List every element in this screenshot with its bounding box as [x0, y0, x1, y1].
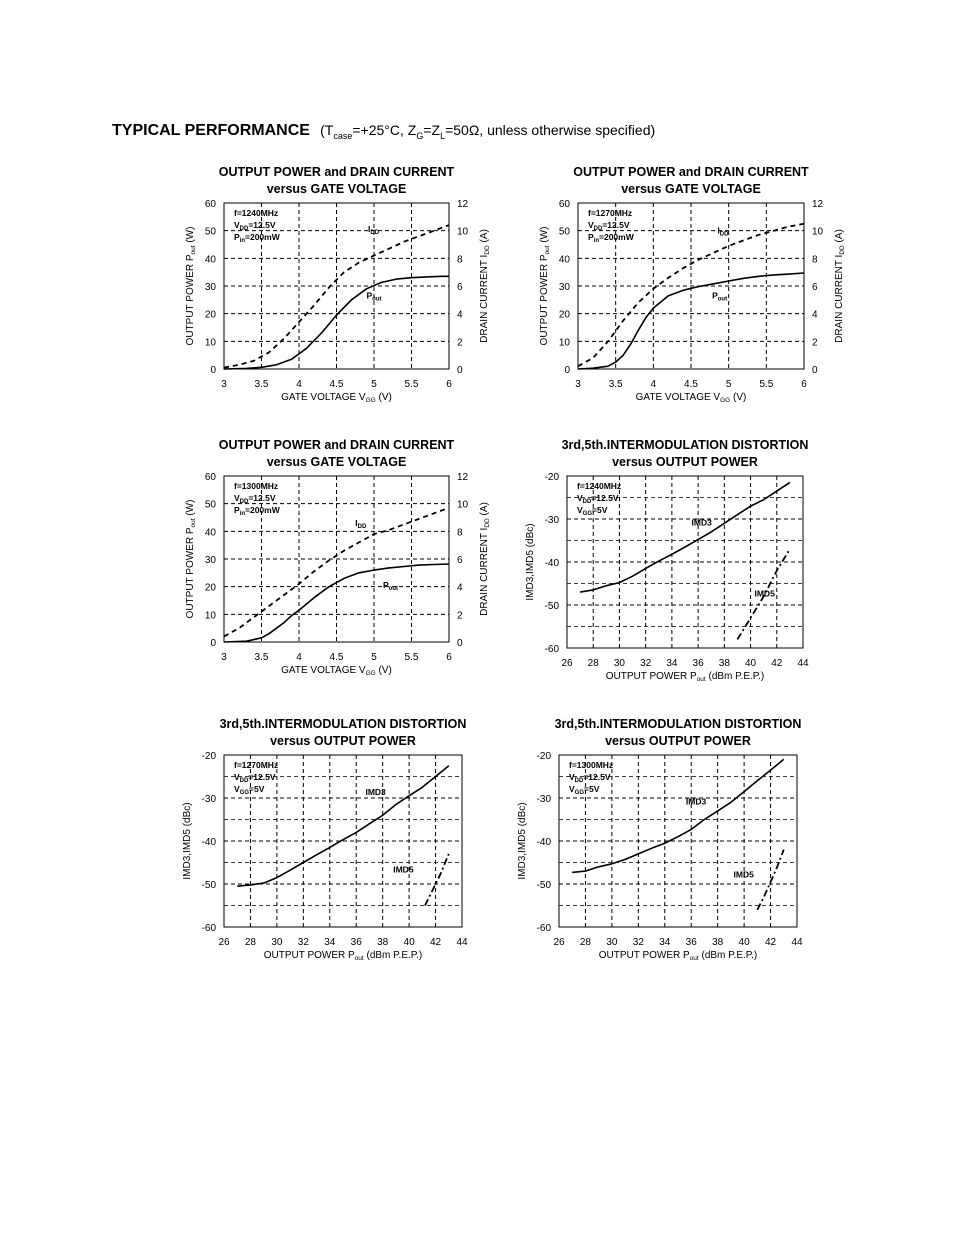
x-tick-label: 44	[791, 937, 803, 948]
x-tick-label: 6	[446, 652, 452, 663]
y-tick-label: -60	[544, 644, 559, 655]
x-tick-label: 4	[296, 652, 302, 663]
condition-label: $P_{in}=200mW$	[234, 232, 280, 244]
x-axis-label: GATE VOLTAGE $V_{GG}$ (V)	[281, 665, 392, 677]
x-tick-label: 30	[606, 937, 618, 948]
y-tick-label: -50	[201, 880, 216, 891]
y-axis-label: OUTPUT POWER $P_{out}$ (W)	[185, 226, 197, 346]
condition-label: $V_{GG}=5V$	[234, 784, 265, 796]
condition-label: $P_{in}=200mW$	[588, 232, 634, 244]
x-tick-label: 38	[712, 937, 724, 948]
condition-label: f=1240MHz	[577, 481, 622, 491]
y-tick-label: -30	[544, 515, 559, 526]
y-axis-label: IMD3,IMD5 (dBc)	[525, 523, 536, 601]
condition-label: $V_{DD}=12.5V$	[234, 493, 276, 505]
condition-label: $V_{DD}=12.5V$	[234, 220, 276, 232]
series-label-imd5: IMD5	[754, 588, 775, 599]
series-label-idd: $I_{DD}$	[355, 517, 367, 530]
series-line-imd5	[757, 850, 784, 910]
y-tick-label: -60	[201, 923, 216, 934]
y-tick-label: 0	[210, 638, 216, 649]
x-tick-label: 26	[561, 658, 573, 669]
x-tick-label: 28	[579, 937, 592, 948]
condition-label: f=1270MHz	[588, 208, 633, 218]
x-tick-label: 3	[221, 379, 227, 390]
condition-label: $V_{DD}=12.5V$	[234, 772, 276, 784]
y-tick-label: -30	[536, 794, 551, 805]
x-tick-label: 5	[371, 379, 377, 390]
x-axis-label: OUTPUT POWER $P_{out}$ (dBm P.E.P.)	[263, 950, 423, 962]
series-label-imd3: IMD3	[365, 786, 386, 797]
series-label-pout: $P_{out}$	[712, 290, 728, 303]
y-tick-label: 10	[204, 610, 216, 622]
x-tick-label: 4.5	[684, 379, 698, 390]
chart-title: 3rd,5th.INTERMODULATION DISTORTION	[554, 717, 802, 731]
chart-subtitle: versus OUTPUT POWER	[612, 455, 758, 469]
y-tick-label: -40	[201, 837, 216, 848]
y-axis-label: OUTPUT POWER $P_{out}$ (W)	[185, 499, 197, 619]
x-tick-label: 28	[587, 658, 599, 669]
x-tick-label: 3.5	[254, 379, 269, 390]
x-axis-label: OUTPUT POWER $P_{out}$ (dBm P.E.P.)	[598, 950, 758, 962]
y2-tick-label: 0	[457, 365, 463, 376]
y-tick-label: 30	[204, 282, 216, 293]
y-tick-label: -60	[536, 923, 551, 934]
x-tick-label: 40	[744, 658, 757, 669]
x-tick-label: 36	[692, 658, 704, 669]
series-label-imd3: IMD3	[685, 796, 707, 807]
x-tick-label: 42	[764, 937, 777, 948]
x-tick-label: 34	[666, 658, 678, 669]
y2-tick-label: 2	[457, 337, 463, 349]
x-tick-label: 5	[371, 652, 377, 663]
series-label-idd: $I_{DD}$	[717, 225, 729, 238]
x-axis-label: GATE VOLTAGE $V_{GG}$ (V)	[281, 392, 392, 404]
x-tick-label: 44	[797, 658, 809, 669]
y-tick-label: 20	[558, 309, 570, 321]
chart-title: 3rd,5th.INTERMODULATION DISTORTION	[219, 717, 467, 731]
x-tick-label: 5	[725, 379, 732, 390]
x-tick-label: 4	[650, 379, 657, 390]
x-tick-label: 26	[553, 937, 565, 948]
chart-title: OUTPUT POWER and DRAIN CURRENT	[218, 165, 455, 179]
y-tick-label: 40	[204, 527, 216, 539]
y-tick-label: 50	[204, 226, 216, 238]
condition-label: $V_{DD}=12.5V$	[569, 772, 611, 784]
y2-tick-label: 12	[457, 199, 469, 210]
chart-imd-1270	[180, 709, 480, 967]
chart-subtitle: versus OUTPUT POWER	[270, 734, 416, 748]
x-tick-label: 40	[403, 937, 415, 948]
x-tick-label: 36	[685, 937, 697, 948]
y-tick-label: 20	[204, 582, 216, 594]
condition-label: $V_{DD}=12.5V$	[588, 220, 630, 232]
y-axis-label: IMD3,IMD5 (dBc)	[517, 802, 528, 880]
y-tick-label: 60	[204, 472, 216, 483]
x-tick-label: 44	[456, 937, 468, 948]
condition-label: $V_{GG}=5V$	[569, 784, 600, 796]
page-title	[112, 122, 655, 141]
x-tick-label: 36	[350, 937, 362, 948]
x-tick-label: 4.5	[329, 379, 344, 390]
y2-axis-label: DRAIN CURRENT $I_{DD}$ (A)	[834, 229, 846, 343]
series-line-imd5	[425, 854, 449, 906]
y2-tick-label: 4	[457, 582, 463, 594]
x-tick-label: 3	[221, 652, 227, 663]
y2-tick-label: 6	[457, 282, 463, 293]
y2-tick-label: 0	[457, 638, 463, 649]
x-tick-label: 34	[324, 937, 336, 948]
condition-label: f=1270MHz	[234, 760, 279, 770]
chart-svg	[180, 436, 491, 681]
y-tick-label: 50	[204, 499, 216, 511]
x-tick-label: 34	[659, 937, 671, 948]
y2-tick-label: 4	[457, 309, 463, 321]
y-tick-label: -20	[201, 751, 216, 762]
x-tick-label: 3	[575, 379, 581, 390]
chart-pout-idd-1240	[180, 163, 491, 408]
y2-tick-label: 4	[812, 309, 818, 321]
chart-title: OUTPUT POWER and DRAIN CURRENT	[573, 165, 809, 179]
x-tick-label: 32	[632, 937, 644, 948]
x-tick-label: 6	[446, 379, 452, 390]
chart-title: OUTPUT POWER and DRAIN CURRENT	[218, 438, 455, 452]
y-tick-label: -40	[544, 558, 559, 569]
y-tick-label: -50	[536, 880, 551, 891]
series-line-imd3	[237, 766, 449, 886]
x-axis-label: OUTPUT POWER $P_{out}$ (dBm P.E.P.)	[605, 671, 765, 683]
y-tick-label: 40	[204, 254, 216, 266]
x-tick-label: 42	[771, 658, 783, 669]
series-label-imd5: IMD5	[393, 864, 414, 875]
x-tick-label: 42	[429, 937, 442, 948]
chart-subtitle: versus OUTPUT POWER	[605, 734, 751, 748]
y2-tick-label: 0	[812, 365, 818, 376]
chart-svg	[515, 709, 815, 967]
y2-tick-label: 6	[457, 555, 463, 566]
x-tick-label: 6	[801, 379, 807, 390]
test-conditions: ($T_{case}=+25^\circ C$, $Z_G=Z_L=50\Omega$, unless otherwise specified)	[320, 122, 656, 141]
y-tick-label: 60	[558, 199, 570, 210]
y-tick-label: 50	[558, 226, 570, 238]
y-tick-label: -30	[201, 794, 216, 805]
y2-tick-label: 2	[812, 337, 818, 349]
chart-subtitle: versus GATE VOLTAGE	[266, 182, 407, 196]
chart-svg	[180, 709, 480, 967]
y-axis-label: IMD3,IMD5 (dBc)	[182, 802, 193, 880]
series-label-pout: $P_{out}$	[366, 290, 382, 303]
y-tick-label: -40	[536, 837, 551, 848]
x-tick-label: 28	[244, 937, 257, 948]
y-tick-label: 30	[558, 282, 570, 293]
condition-label: f=1300MHz	[569, 760, 614, 770]
x-tick-label: 32	[640, 658, 652, 669]
chart-subtitle: versus GATE VOLTAGE	[621, 182, 761, 196]
x-tick-label: 4	[296, 379, 302, 390]
chart-pout-idd-1270	[535, 163, 845, 408]
y2-tick-label: 12	[812, 199, 824, 210]
y2-tick-label: 10	[812, 226, 824, 238]
series-label-imd3: IMD3	[691, 517, 712, 528]
y-tick-label: 40	[558, 254, 570, 266]
series-label-imd5: IMD5	[733, 869, 754, 880]
chart-subtitle: versus GATE VOLTAGE	[266, 455, 407, 469]
y2-tick-label: 8	[457, 254, 463, 266]
x-tick-label: 30	[271, 937, 283, 948]
condition-label: $P_{in}=200mW$	[234, 505, 280, 517]
condition-label: f=1240MHz	[234, 208, 279, 218]
x-tick-label: 30	[613, 658, 626, 669]
y-tick-label: 10	[558, 337, 570, 349]
x-tick-label: 26	[218, 937, 230, 948]
y-tick-label: -20	[536, 751, 551, 762]
section-heading: TYPICAL PERFORMANCE	[112, 122, 310, 139]
chart-imd-1240	[525, 436, 820, 688]
x-tick-label: 40	[738, 937, 750, 948]
y2-tick-label: 2	[457, 610, 463, 622]
y2-axis-label: DRAIN CURRENT $I_{DD}$ (A)	[479, 229, 491, 343]
y2-tick-label: 6	[812, 282, 818, 293]
y2-tick-label: 10	[457, 499, 469, 511]
series-label-pout: $P_{out}$	[383, 580, 398, 593]
x-tick-label: 5.5	[759, 379, 774, 390]
y-tick-label: 20	[204, 309, 216, 321]
x-tick-label: 38	[718, 658, 730, 669]
chart-svg	[525, 436, 820, 688]
chart-svg	[180, 163, 491, 408]
x-tick-label: 5.5	[404, 652, 419, 663]
y2-tick-label: 8	[812, 254, 818, 266]
y-tick-label: 0	[564, 365, 570, 376]
x-tick-label: 5.5	[404, 379, 419, 390]
x-tick-label: 3.5	[254, 652, 269, 663]
x-axis-label: GATE VOLTAGE $V_{GG}$ (V)	[635, 392, 747, 404]
condition-label: f=1300MHz	[234, 481, 279, 491]
y-tick-label: -20	[544, 472, 559, 483]
y2-tick-label: 10	[457, 226, 469, 238]
y-tick-label: 30	[204, 555, 216, 566]
chart-imd-1300	[515, 709, 815, 967]
y-tick-label: 60	[204, 199, 216, 210]
series-label-idd: $I_{DD}$	[368, 224, 380, 237]
y-tick-label: -50	[544, 601, 559, 612]
y-tick-label: 0	[210, 365, 216, 376]
y2-axis-label: DRAIN CURRENT $I_{DD}$ (A)	[479, 502, 491, 616]
y2-tick-label: 12	[457, 472, 469, 483]
x-tick-label: 3.5	[608, 379, 623, 390]
condition-label: $V_{DD}=12.5V$	[577, 493, 619, 505]
x-tick-label: 32	[297, 937, 309, 948]
x-tick-label: 4.5	[329, 652, 344, 663]
y-axis-label: OUTPUT POWER $P_{out}$ (W)	[539, 226, 551, 346]
condition-label: $V_{GG}=5V$	[577, 505, 608, 517]
x-tick-label: 38	[377, 937, 389, 948]
chart-pout-idd-1300	[180, 436, 491, 681]
y2-tick-label: 8	[457, 527, 463, 539]
y-tick-label: 10	[204, 337, 216, 349]
chart-svg	[535, 163, 845, 408]
chart-title: 3rd,5th.INTERMODULATION DISTORTION	[561, 438, 809, 452]
